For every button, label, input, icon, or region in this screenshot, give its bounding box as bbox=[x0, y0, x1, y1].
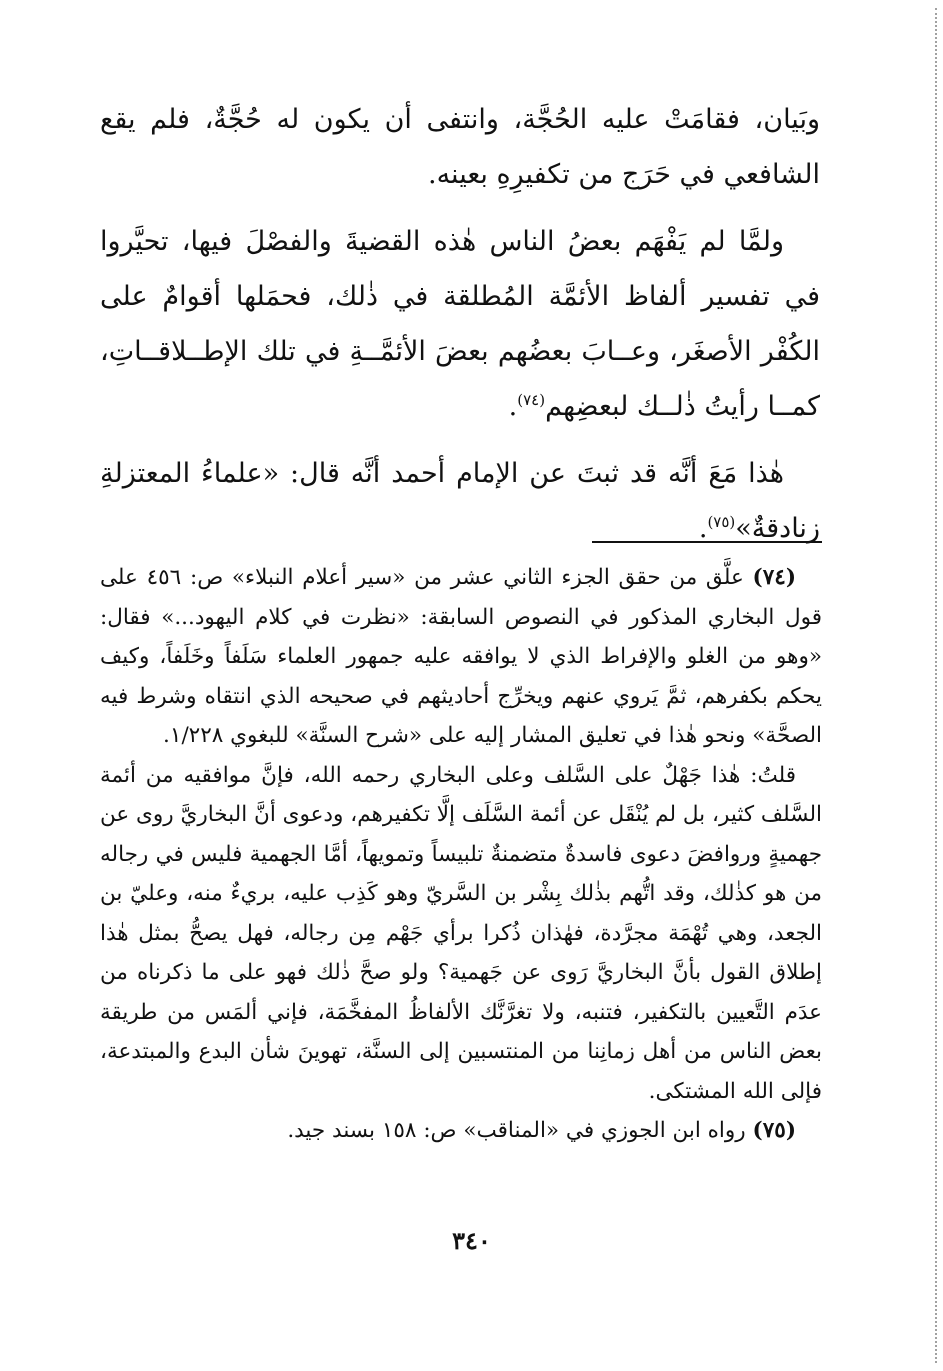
footnote-ref-75[interactable]: (٧٥) bbox=[707, 513, 736, 531]
paragraph-3 bbox=[100, 446, 820, 556]
main-body-text bbox=[100, 92, 820, 568]
footnote-74 bbox=[100, 558, 822, 756]
page-number: ٣٤٠ bbox=[452, 1226, 491, 1255]
footnotes-section bbox=[100, 558, 822, 1151]
paragraph-1 bbox=[100, 92, 820, 202]
footnote-ref-74[interactable]: (٧٤) bbox=[517, 391, 546, 409]
footnote-75-text: رواه ابن الجوزي في «المناقب» ص: ١٥٨ بسند جيد. bbox=[287, 1118, 746, 1143]
paragraph-2-text: ولمَّا لم يَفْهَم بعضُ الناس هٰذه القضيةَ والفصْلَ فيها، تحيَّروا في تفسير ألفاظ الأئمَّة المُطلقة في ذٰلك، فحمَلها أقوامٌ على الكُفْر الأصغَر، وعــابَ بعضُهم بعضَ الأئمَّــةِ في تلك الإطــلاقــاتِ، كمــا رأيتُ ذٰلــك لبعضِهم bbox=[100, 226, 820, 422]
footnote-separator bbox=[592, 541, 822, 543]
footnote-74-text: علَّق من حقق الجزء الثاني عشر من «سير أعلام النبلاء» ص: ٤٥٦ على قول البخاري المذكور في النصوص السابقة: «نظرت في كلام اليهود...» فقال: «وهو من الغلو والإفراط الذي لا يوافقه عليه جمهور العلماء سَلَفاً وخَلَفاً، وكيف يحكم بكفرهم، ثمَّ يَروي عنهم ويخرِّج أحاديثهم في صحيحه الذي انتقاه وشرط فيه الصحَّة» ونحو هٰذا في تعليق المشار إليه على «شرح السنَّة» للبغوي ١/٢٢٨. bbox=[100, 565, 822, 748]
paragraph-3-text: هٰذا مَعَ أنَّه قد ثبتَ عن الإمام أحمد أنَّه قال: «علماءُ المعتزلةِ زنادقةٌ» bbox=[100, 458, 820, 544]
footnote-74-number: (٧٤) bbox=[752, 565, 796, 590]
footnote-74-comment-text: قلتُ: هٰذا جَهْلٌ على السَّلف وعلى البخاري رحمه الله، فإنَّ موافقيه من أئمة السَّلف كثير، بل لم يُنْقَل عن أئمة السَّلَف إلَّا تكفيرهم، ودعوى أنَّ البخاريَّ روى عن جهميةٍ وروافضَ دعوى فاسدةٌ متضمنةٌ تلبيساً وتمويهاً، أمَّا الجهمية فليس في رجاله من هو كذٰلك، وقد اتُّهم بذٰلك بِشْر بن السَّريّ وهو كَذِب عليه، بريءٌ منه، وعليّ بن الجعد، وهي تُهْمَة مجرَّدة، فهٰذان ذُكرا برأي جَهْم مِن رجاله، فهل يصحُّ بمثل هٰذا إطلاق القول بأنَّ البخاريَّ رَوى عن جَهمية؟ ولو صحَّ ذٰلك فهو على ما ذكرناه من عدَم التَّعيين بالتكفير، فتنبه، ولا تغرَّنَّك الألفاظُ المفخَّمَة، فإني ألمَس من طريقة بعض الناس من أهل زمانِنا من المنتسبين إلى السنَّة، تهوينَ شأن البدع والمبتدعة، فإلى الله المشتكى. bbox=[100, 762, 822, 1104]
footnote-75-number: (٧٥) bbox=[752, 1118, 796, 1143]
paragraph-2-end: . bbox=[508, 391, 518, 422]
paragraph-3-end: . bbox=[698, 513, 708, 544]
footnote-74-comment bbox=[100, 756, 822, 1112]
scan-edge-artifact bbox=[932, 8, 937, 1363]
footnote-75 bbox=[100, 1111, 822, 1151]
paragraph-1-text: وبَيان، فقامَتْ عليه الحُجَّة، وانتفى أن يكون له حُجَّةٌ، فلم يقع الشافعي في حَرَج من تكفيرِهِ بعينه. bbox=[100, 104, 820, 190]
paragraph-2 bbox=[100, 214, 820, 434]
